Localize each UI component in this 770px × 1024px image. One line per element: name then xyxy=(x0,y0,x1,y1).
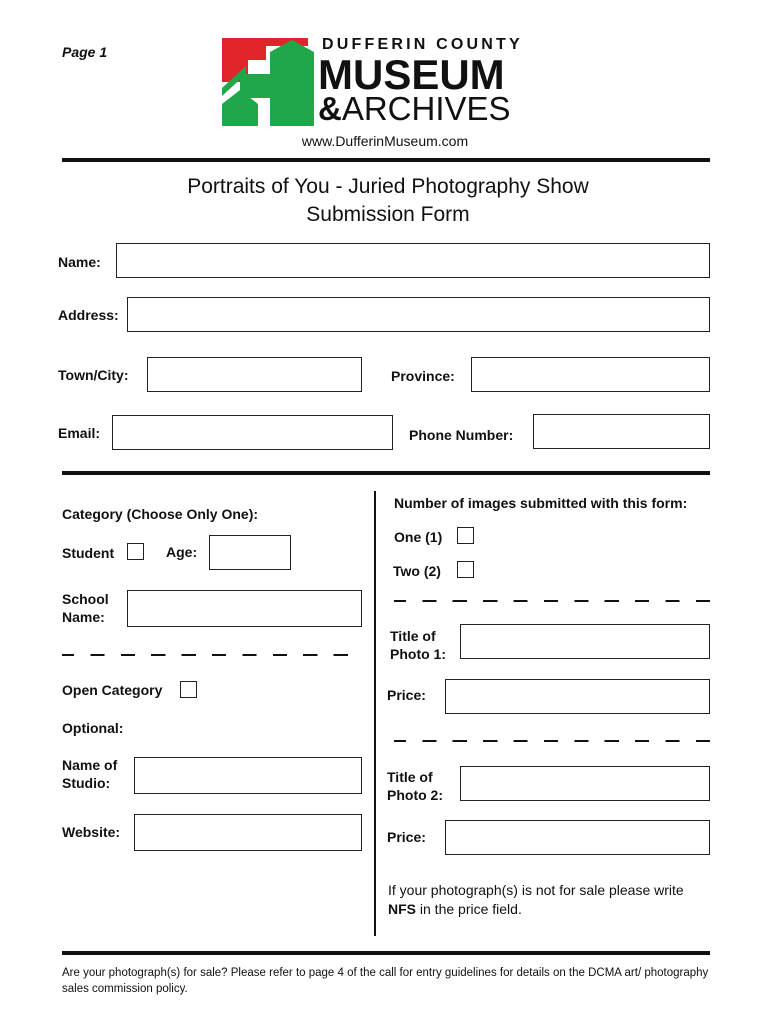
name-field[interactable] xyxy=(116,243,710,278)
two-label: Two (2) xyxy=(393,563,441,579)
optional-label: Optional: xyxy=(62,720,124,736)
open-category-label: Open Category xyxy=(62,682,163,698)
age-label: Age: xyxy=(166,544,198,560)
logo-line-archives-group xyxy=(318,92,511,126)
school-name-field[interactable] xyxy=(127,590,362,627)
category-label: Category (Choose Only One): xyxy=(62,506,259,522)
name-label: Name: xyxy=(58,254,101,270)
age-field[interactable] xyxy=(209,535,291,570)
nfs-keyword: NFS xyxy=(388,901,416,917)
title-photo1-label-line2: Photo 1: xyxy=(390,646,446,662)
email-label: Email: xyxy=(58,425,101,441)
phone-field[interactable] xyxy=(533,414,710,449)
logo-line-museum: MUSEUM xyxy=(318,51,505,98)
form-title-line1: Portraits of You - Juried Photography Show xyxy=(187,175,589,198)
footer-note: Are your photograph(s) for sale? Please refer to page 4 of the call for entry guidelines for details on the DCMA art/ photography sales commission policy. xyxy=(62,967,709,995)
nfs-note xyxy=(388,881,713,919)
price1-field[interactable] xyxy=(445,679,710,714)
open-category-checkbox[interactable] xyxy=(180,681,197,698)
studio-label-line2: Studio: xyxy=(62,775,111,791)
museum-logo xyxy=(222,36,542,126)
logo-line-dufferin: DUFFERIN COUNTY xyxy=(322,36,523,53)
school-label-line2: Name: xyxy=(62,609,105,625)
nfs-note-line1: If your photograph(s) is not for sale please write xyxy=(388,882,684,898)
nfs-note-line2: in the price field. xyxy=(416,901,522,917)
page-number: Page 1 xyxy=(62,44,108,60)
right-dashed-separator-2 xyxy=(394,740,710,742)
email-field[interactable] xyxy=(112,415,393,450)
num-images-label: Number of images submitted with this form: xyxy=(394,495,688,511)
phone-label: Phone Number: xyxy=(409,427,514,443)
logo-line-archives: ARCHIVES xyxy=(341,90,511,127)
price2-field[interactable] xyxy=(445,820,710,855)
address-label: Address: xyxy=(58,307,119,323)
one-label: One (1) xyxy=(394,529,443,545)
website-url[interactable]: www.DufferinMuseum.com xyxy=(301,133,469,149)
form-title-line2: Submission Form xyxy=(306,203,470,226)
price2-label: Price: xyxy=(387,829,426,845)
school-label-line1: School xyxy=(62,591,109,607)
bottom-divider xyxy=(62,951,710,955)
town-city-label: Town/City: xyxy=(58,367,129,383)
province-field[interactable] xyxy=(471,357,710,392)
logo-house-icon xyxy=(222,38,314,126)
column-divider xyxy=(374,491,376,936)
two-checkbox[interactable] xyxy=(457,561,474,578)
title-photo2-field[interactable] xyxy=(460,766,710,801)
address-field[interactable] xyxy=(127,297,710,332)
one-checkbox[interactable] xyxy=(457,527,474,544)
website-field[interactable] xyxy=(134,814,362,851)
website-label: Website: xyxy=(62,824,121,840)
price1-label: Price: xyxy=(387,687,426,703)
studio-name-field[interactable] xyxy=(134,757,362,794)
logo-ampersand: & xyxy=(318,90,342,127)
town-city-field[interactable] xyxy=(147,357,362,392)
title-photo1-label-line1: Title of xyxy=(390,628,436,644)
left-dashed-separator xyxy=(62,654,362,656)
province-label: Province: xyxy=(391,368,455,384)
top-divider xyxy=(62,158,710,162)
title-photo1-field[interactable] xyxy=(460,624,710,659)
title-photo2-label-line2: Photo 2: xyxy=(387,787,443,803)
studio-label-line1: Name of xyxy=(62,757,118,773)
right-dashed-separator-1 xyxy=(394,600,710,602)
student-label: Student xyxy=(62,545,115,561)
middle-divider xyxy=(62,471,710,475)
title-photo2-label-line1: Title of xyxy=(387,769,433,785)
student-checkbox[interactable] xyxy=(127,543,144,560)
